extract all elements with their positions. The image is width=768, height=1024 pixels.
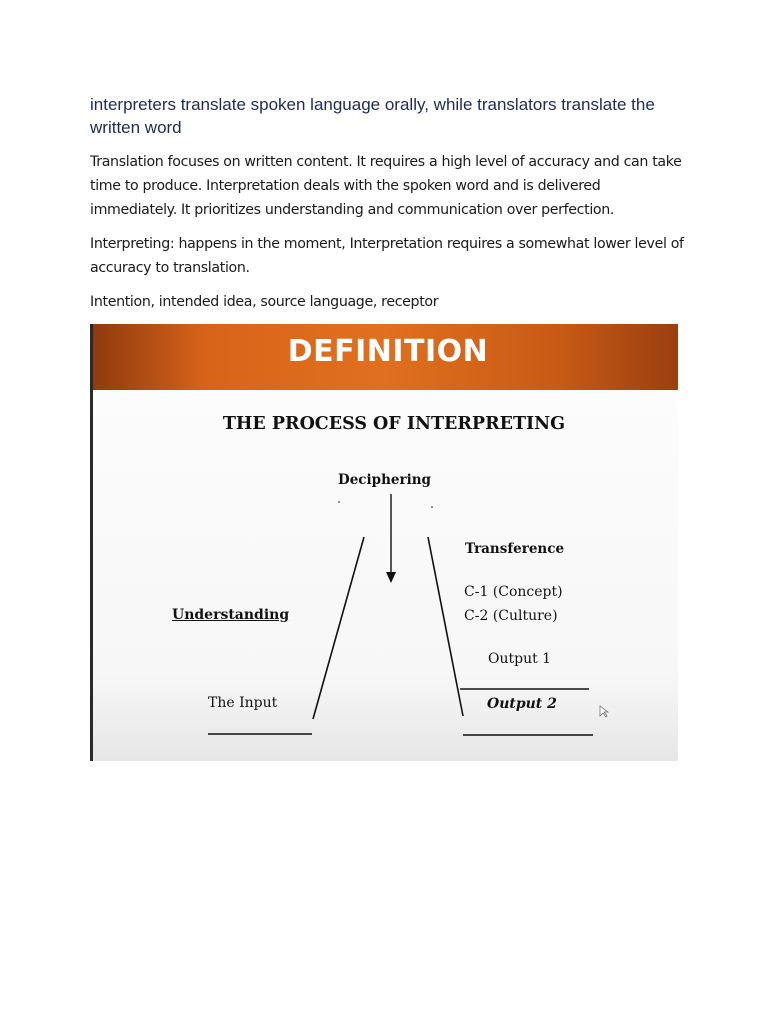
label-concept: C-1 (Concept) (464, 584, 563, 600)
down-arrow-icon (386, 494, 396, 583)
document-heading: interpreters translate spoken language orally, while translators translate the written word (90, 95, 655, 137)
label-deciphering: Deciphering (338, 472, 431, 488)
label-culture: C-2 (Culture) (464, 608, 558, 624)
banner-title: DEFINITION (287, 334, 489, 369)
process-diagram (90, 324, 678, 761)
left-funnel-line (313, 537, 364, 719)
label-the-input: The Input (208, 695, 278, 711)
label-output-1: Output 1 (488, 651, 552, 667)
dot (338, 501, 340, 503)
paragraph-interpreting: Interpreting: happens in the moment, Interpretation requires a somewhat lower level of accuracy to translation. (90, 236, 684, 276)
label-transference: Transference (465, 541, 565, 557)
paragraph-terms: Intention, intended idea, source language, receptor (90, 294, 439, 310)
diagram-title: THE PROCESS OF INTERPRETING (222, 414, 566, 434)
label-understanding: Understanding (172, 607, 290, 623)
slide-left-edge (90, 324, 93, 761)
right-funnel-line (428, 537, 463, 716)
paragraph-translation: Translation focuses on written content. It requires a high level of accuracy and can take time to produce. Interpretation deals with the spoken word and is delivered immediately. It prioritizes understanding and communication over perfection. (90, 154, 682, 218)
dot (431, 506, 433, 508)
mouse-cursor-icon (600, 706, 608, 717)
label-output-2: Output 2 (487, 696, 557, 712)
slide-image (90, 324, 678, 761)
